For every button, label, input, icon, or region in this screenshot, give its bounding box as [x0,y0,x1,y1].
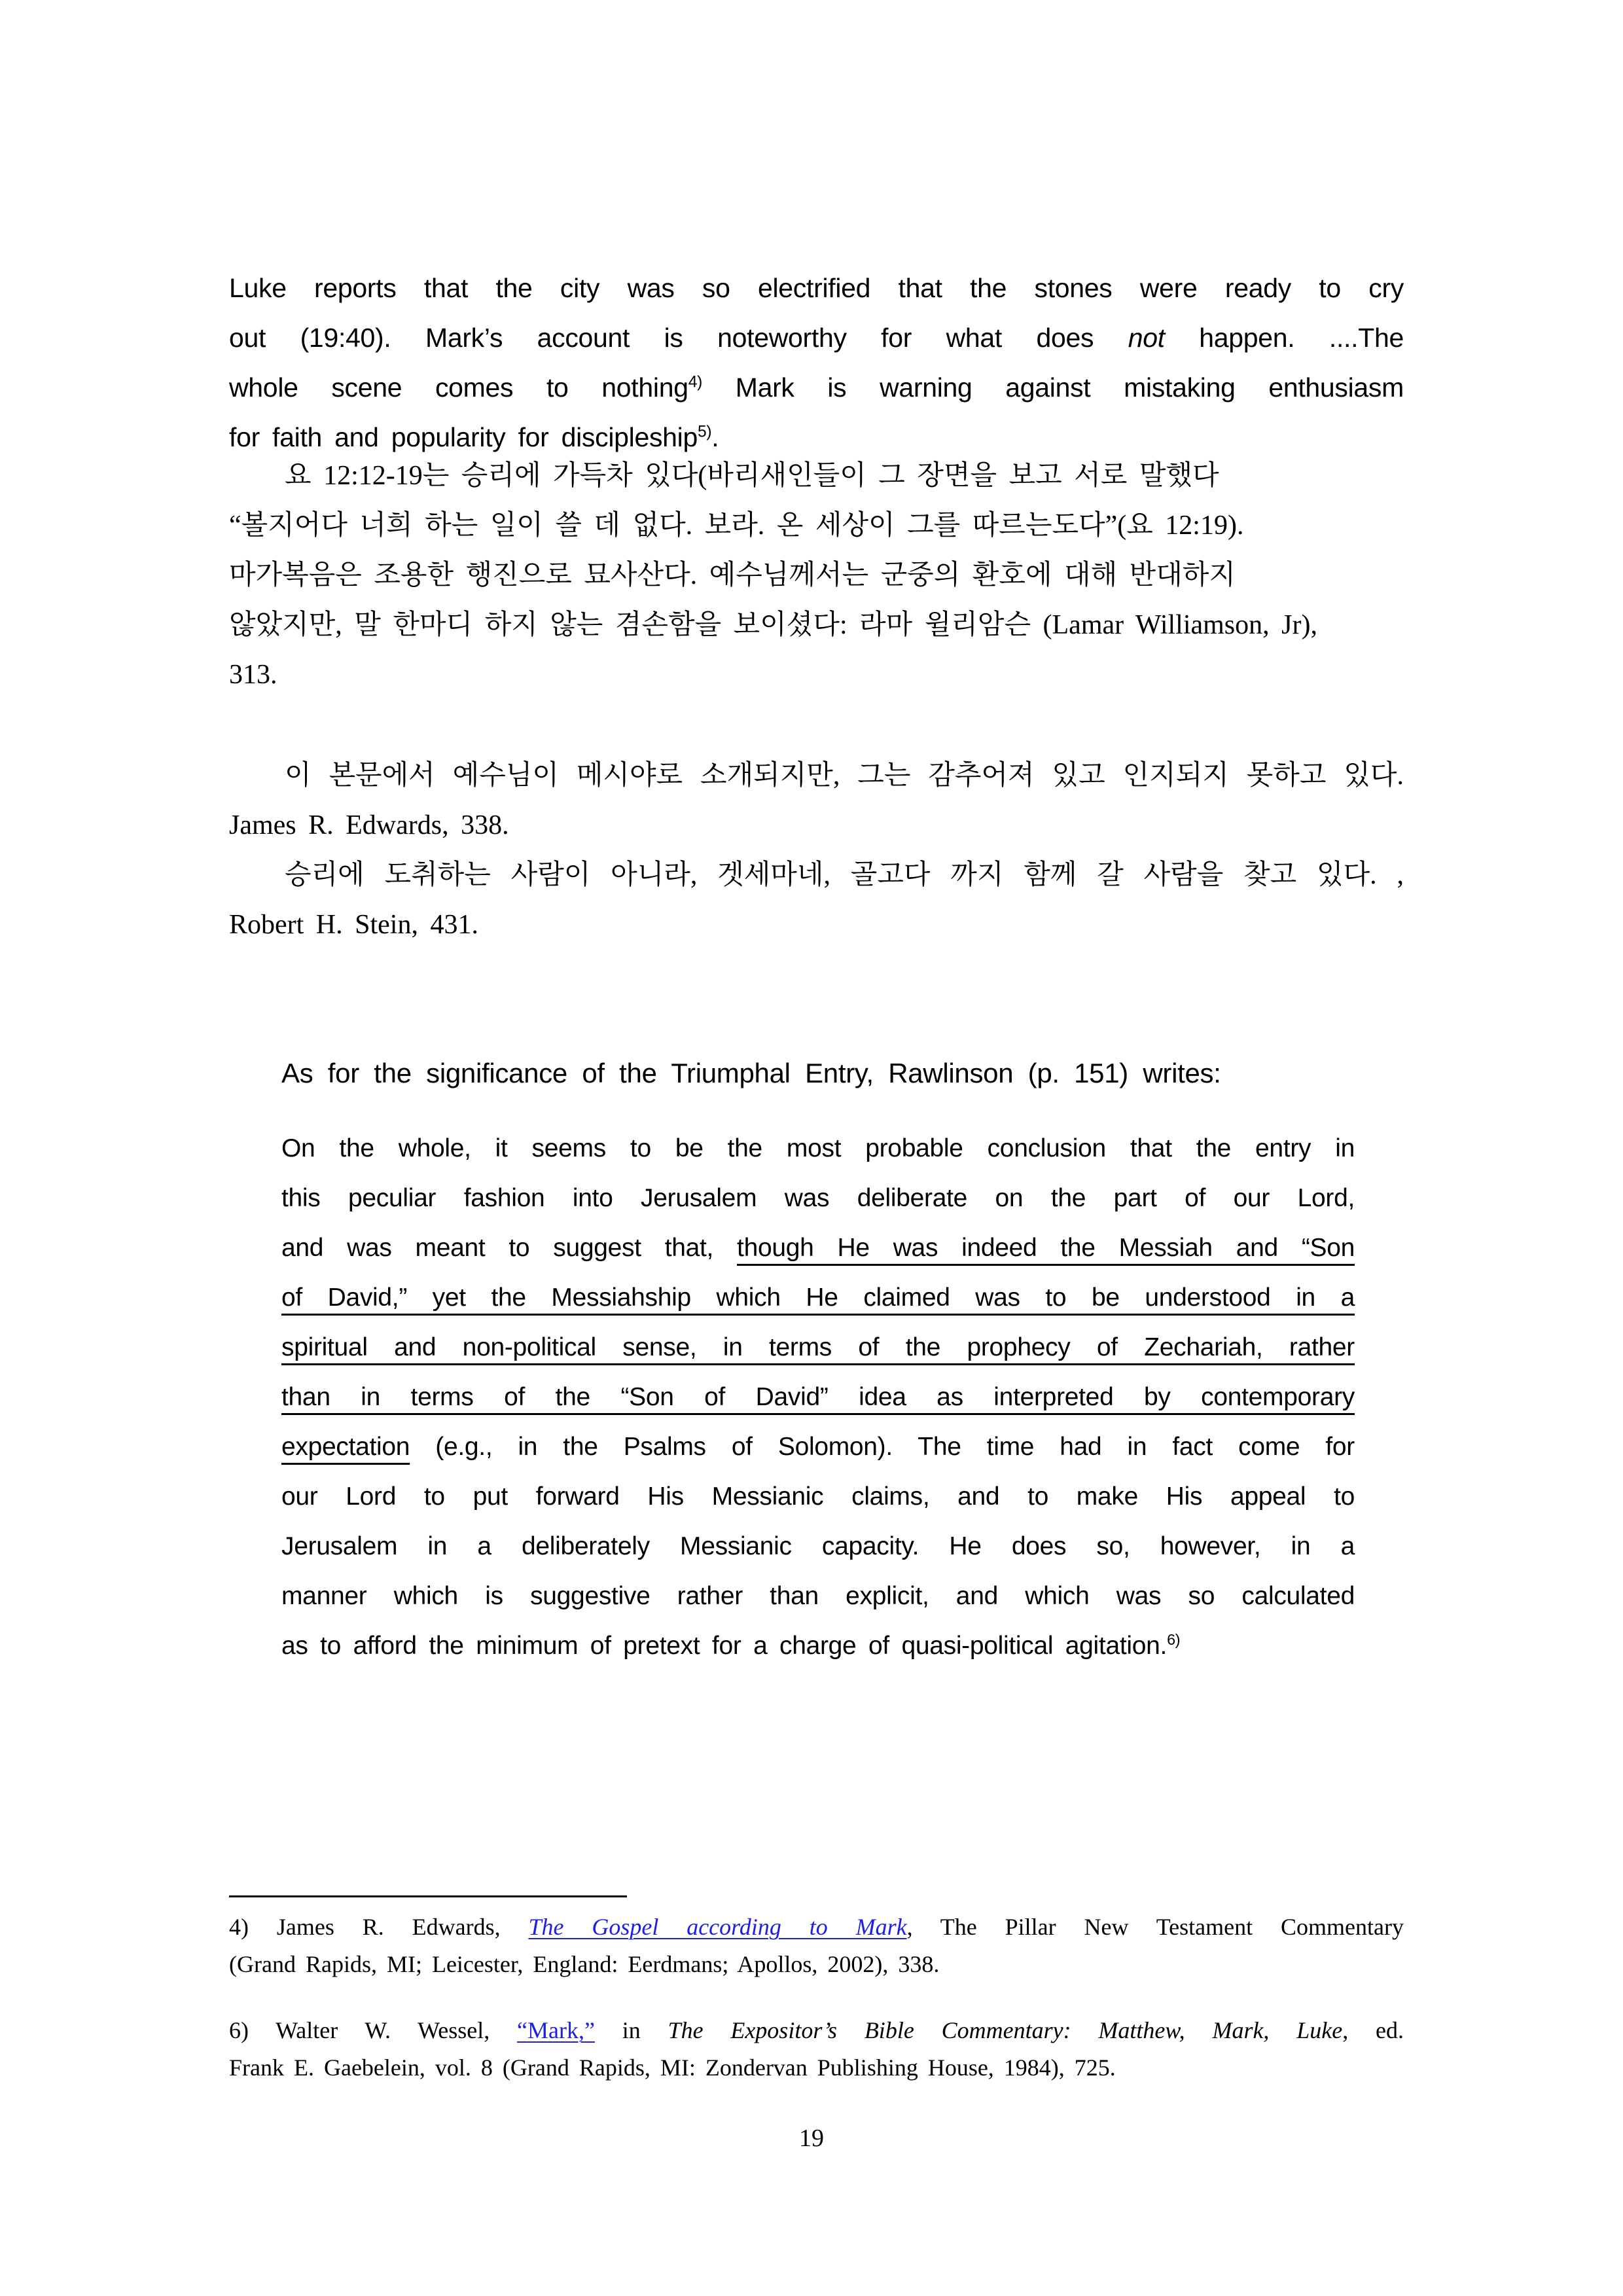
text-segment: as to afford the minimum of pretext for a charge of quasi-political agitation. [281,1632,1168,1660]
footnote-6 [229,2012,1404,2087]
text-line [229,363,1404,412]
page-number: 19 [799,2125,824,2152]
text-segment: Robert H. Stein, 431. [229,910,478,940]
text-segment: James R. Edwards, 338. [229,810,509,840]
text-segment: , ed. [1342,2017,1404,2043]
text-line [281,1372,1355,1422]
text-segment: 않았지만, 말 한마디 하지 않는 겸손함을 보이셨다: 라마 윌리암슨 (Lamar Williamson, Jr), [229,610,1317,640]
text-line [229,501,1404,550]
text-segment: On the whole, it seems to be the most probable conclusion that the entry in [281,1134,1355,1162]
text-segment: 313. [229,660,277,690]
text-segment: “볼지어다 너희 하는 일이 쓸 데 없다. 보라. 온 세상이 그를 따르는도다”(요 12:19). [229,511,1244,541]
text-line [281,1049,1404,1098]
footnote-link[interactable]: The Gospel according to Mark [528,1914,907,1940]
text-segment: Frank E. Gaebelein, vol. 8 (Grand Rapids, MI: Zondervan Publishing House, 1984), 725. [229,2054,1116,2081]
text-segment: this peculiar fashion into Jerusalem was deliberate on the part of our Lord, [281,1184,1355,1212]
text-segment: spiritual and non-political sense, in terms of the prophecy of Zechariah, rather [281,1333,1355,1361]
text-line [229,900,1404,950]
text-segment: Luke reports that the city was so electrified that the stones were ready to cry [229,273,1404,303]
text-line [229,800,1404,850]
text-line [229,850,1404,900]
text-segment: 6) Walter W. Wessel, [229,2017,518,2043]
text-line [281,1621,1355,1671]
text-segment: not [1128,323,1165,353]
text-segment: in [594,2017,668,2043]
text-segment: manner which is suggestive rather than explicit, and which was so calculated [281,1582,1355,1610]
text-line [229,600,1404,650]
text-segment: happen. ....The [1164,323,1404,353]
text-line [229,263,1404,313]
text-segment: whole scene comes to nothing [229,372,688,403]
paragraph-luke-commentary [229,263,1404,462]
text-segment: 4) James R. Edwards, [229,1914,529,1940]
text-line [229,550,1404,600]
footnote-ref: 5) [697,423,712,441]
footnote-link[interactable]: “Mark,” [517,2017,595,2043]
text-line [229,2049,1404,2087]
footnote-ref: 4) [688,373,702,391]
text-segment: 이 본문에서 예수님이 메시야로 소개되지만, 그는 감추어져 있고 인지되지 못하고 있다. [285,761,1404,791]
text-segment: out (19:40). Mark’s account is noteworthy for what does [229,323,1128,353]
text-segment: expectation [281,1433,410,1461]
text-line [229,451,1404,501]
text-line [281,1522,1355,1571]
text-segment: As for the significance of the Triumphal Entry, Rawlinson (p. 151) writes: [281,1058,1221,1088]
text-segment: 승리에 도취하는 사람이 아니라, 겟세마네, 골고다 까지 함께 갈 사람을 찾고 있다. , [285,860,1404,890]
text-line [229,1909,1404,1946]
text-segment: 마가복음은 조용한 행진으로 묘사산다. 예수님께서는 군중의 환호에 대해 반대하지 [229,560,1236,590]
text-line [229,2012,1404,2049]
text-line [281,1422,1355,1472]
text-segment: The Expositor’s Bible Commentary: Matthew, Mark, Luke [668,2017,1343,2043]
footnote-4 [229,1909,1404,1983]
text-line [281,1174,1355,1223]
text-line [229,1946,1404,1983]
text-segment: . [711,422,719,452]
text-line [281,1273,1355,1323]
text-segment: , The Pillar New Testament Commentary [906,1914,1404,1940]
text-segment: Mark is warning against mistaking enthusiasm [702,372,1404,403]
text-line [281,1472,1355,1522]
text-segment: for faith and popularity for discipleship [229,422,698,452]
text-segment: (e.g., in the Psalms of Solomon). The time had in fact come for [410,1433,1355,1461]
footnote-separator [229,1895,627,1897]
paragraph-korean-quotes [229,751,1404,950]
text-segment: though He was indeed the Messiah and “Son [737,1234,1355,1262]
text-segment: 요 12:12-19는 승리에 가득차 있다(바리새인들이 그 장면을 보고 서로 말했다 [285,461,1219,491]
text-line [229,650,1404,700]
text-segment: (Grand Rapids, MI; Leicester, England: Eerdmans; Apollos, 2002), 338. [229,1951,940,1977]
paragraph-korean-john12 [229,451,1404,700]
footnote-ref: 6) [1167,1631,1181,1648]
text-segment: our Lord to put forward His Messianic claims, and to make His appeal to [281,1482,1355,1511]
blockquote-rawlinson [281,1124,1355,1671]
text-segment: of David,” yet the Messiahship which He claimed was to be understood in a [281,1283,1355,1312]
text-segment: than in terms of the “Son of David” idea as interpreted by contemporary [281,1383,1355,1411]
text-segment: and was meant to suggest that, [281,1234,738,1262]
text-line [281,1223,1355,1273]
text-line [281,1124,1355,1174]
text-line [281,1323,1355,1372]
text-line [281,1571,1355,1621]
text-segment: Jerusalem in a deliberately Messianic capacity. He does so, however, in a [281,1532,1355,1560]
text-line [229,751,1404,800]
heading-rawlinson-intro [281,1049,1404,1098]
text-line [229,313,1404,363]
